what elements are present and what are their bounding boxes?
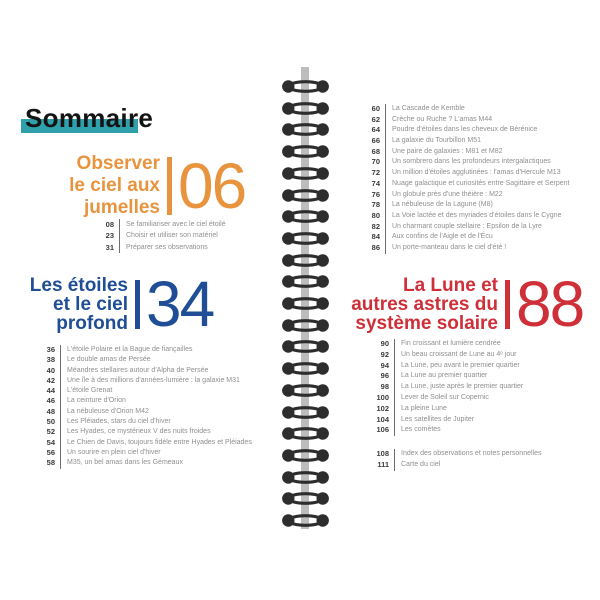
- toc-page-number: 58: [46, 458, 55, 468]
- toc-item-label: Les Hyades, ce mystérieux V des nuits froides: [60, 427, 211, 437]
- toc-item-label: Les satellites de Jupiter: [394, 415, 474, 426]
- toc-item: [85, 242, 226, 253]
- toc-page-number: 98: [380, 382, 389, 392]
- toc-page-number: 108: [376, 449, 389, 458]
- toc-page-number: 76: [371, 189, 380, 199]
- toc-item: [351, 104, 569, 115]
- toc-item-label: Un globule près d'une théière : M22: [385, 190, 503, 201]
- binding-ring-icon: [282, 165, 329, 182]
- binding-ring-icon: [282, 490, 329, 507]
- toc-list-end-matter: [360, 449, 541, 471]
- toc-page-number: 48: [46, 406, 55, 416]
- binding-ring-icon: [282, 295, 329, 312]
- toc-item: [26, 396, 252, 406]
- binding-ring-icon: [282, 447, 329, 464]
- toc-item-label: Poudre d'étoiles dans les cheveux de Bérénice: [385, 125, 537, 136]
- toc-item-label: Un sourire en plein ciel d'hiver: [60, 448, 161, 458]
- toc-item: [26, 448, 252, 458]
- toc-item: [351, 232, 569, 243]
- toc-item-label: Lever de Soleil sur Copernic: [394, 393, 489, 404]
- toc-item: [351, 168, 569, 179]
- toc-list-lune: [360, 339, 523, 436]
- toc-item: [351, 115, 569, 126]
- toc-item-label: Un sombrero dans les profondeurs intergalactiques: [385, 157, 551, 168]
- section-title-line: profond: [56, 313, 128, 334]
- toc-item-label: Un million d'étoiles agglutinées : l'amas d'Hercule M13: [385, 168, 561, 179]
- toc-item-label: La Voie lactée et des myriades d'étoiles dans le Cygne: [385, 211, 561, 222]
- toc-item: [351, 157, 569, 168]
- toc-item: [360, 382, 523, 393]
- toc-page-number: 23: [105, 231, 114, 241]
- section-title: [338, 276, 498, 333]
- toc-item: [26, 438, 252, 448]
- toc-page-number: 31: [105, 242, 114, 252]
- toc-item: [360, 449, 541, 460]
- toc-item-label: Se familiariser avec le ciel étoilé: [119, 219, 226, 230]
- toc-page-number: 42: [46, 375, 55, 385]
- toc-item: [360, 415, 523, 426]
- toc-page-number: 62: [371, 114, 380, 124]
- toc-page-number: 90: [380, 339, 389, 348]
- toc-page-number: 84: [371, 232, 380, 242]
- toc-page-number: 38: [46, 355, 55, 365]
- toc-page-number: 44: [46, 386, 55, 396]
- toc-item-label: La ceinture d'Orion: [60, 396, 126, 406]
- binding-ring-icon: [282, 230, 329, 247]
- section-title-line: et le ciel: [53, 294, 128, 315]
- section-observer-jumelles: [30, 149, 246, 222]
- binding-ring-icon: [282, 187, 329, 204]
- section-title-line: Observer: [76, 153, 160, 174]
- toc-item: [360, 404, 523, 415]
- binding-ring-icon: [282, 252, 329, 269]
- toc-item: [85, 219, 226, 230]
- binding-ring-icon: [282, 317, 329, 334]
- toc-item-label: Les Pléiades, stars du ciel d'hiver: [60, 417, 171, 427]
- toc-item-label: M35, un bel amas dans les Gémeaux: [60, 458, 183, 468]
- toc-item-label: La pleine Lune: [394, 404, 447, 415]
- toc-item: [351, 222, 569, 233]
- toc-page-number: 52: [46, 427, 55, 437]
- toc-page-number: 64: [371, 125, 380, 135]
- binding-ring-icon: [282, 404, 329, 421]
- toc-page-number: 60: [371, 104, 380, 113]
- toc-page-number: 86: [371, 242, 380, 252]
- binding-ring-icon: [282, 273, 329, 290]
- toc-item: [351, 179, 569, 190]
- binding-ring-icon: [282, 143, 329, 160]
- section-title: [18, 276, 128, 333]
- toc-item-label: La Cascade de Kemble: [385, 104, 465, 115]
- binding-ring-icon: [282, 100, 329, 117]
- binding-ring-icon: [282, 121, 329, 138]
- toc-item-label: La nébuleuse de la Lagune (M8): [385, 200, 493, 211]
- toc-list-etoiles-continued: [351, 104, 569, 254]
- toc-page-number: 74: [371, 178, 380, 188]
- toc-page-number: 80: [371, 210, 380, 220]
- toc-page-number: 96: [380, 371, 389, 381]
- toc-item-label: Crèche ou Ruche ? L'amas M44: [385, 115, 492, 126]
- toc-item-label: La Lune, juste après le premier quartier: [394, 382, 523, 393]
- toc-item: [360, 371, 523, 382]
- section-page-number: 34: [146, 268, 214, 341]
- section-page-number: 88: [516, 268, 584, 341]
- binding-ring-icon: [282, 425, 329, 442]
- section-title-line: autres astres du: [351, 294, 498, 315]
- toc-page-number: 46: [46, 396, 55, 406]
- toc-page-number: 102: [376, 403, 389, 413]
- toc-item-label: L'étoile Grenat: [60, 386, 112, 396]
- toc-page-number: 54: [46, 437, 55, 447]
- toc-item: [26, 345, 252, 355]
- binding-ring-icon: [282, 382, 329, 399]
- toc-item-label: Une paire de galaxies : M81 et M82: [385, 147, 503, 158]
- toc-page-number: 100: [376, 392, 389, 402]
- toc-item-label: Un beau croissant de Lune au 4ᵉ jour: [394, 350, 516, 361]
- toc-page-number: 08: [105, 220, 114, 229]
- toc-item-label: Fin croissant et lumière cendrée: [394, 339, 501, 350]
- toc-item-label: Les comètes: [394, 425, 441, 436]
- toc-item: [351, 211, 569, 222]
- toc-page-number: 94: [380, 360, 389, 370]
- toc-page-number: 92: [380, 349, 389, 359]
- toc-page-number: 36: [46, 345, 55, 354]
- toc-page-number: 106: [376, 425, 389, 435]
- toc-item: [360, 339, 523, 350]
- toc-item-label: Choisir et utiliser son matériel: [119, 230, 218, 241]
- binding-ring-icon: [282, 469, 329, 486]
- toc-item: [351, 125, 569, 136]
- toc-list-observer: [85, 219, 226, 253]
- toc-page-number: 104: [376, 414, 389, 424]
- binding-ring-icon: [282, 338, 329, 355]
- toc-item-label: Le Chien de Davis, toujours fidèle entre Hyades et Pléiades: [60, 438, 252, 448]
- toc-item-label: Aux confins de l'Aigle et de l'Écu: [385, 232, 493, 243]
- toc-item-label: La Lune au premier quartier: [394, 371, 487, 382]
- section-title-line: La Lune et: [402, 275, 498, 296]
- toc-item: [85, 230, 226, 241]
- toc-item-label: Un porte-manteau dans le ciel d'été !: [385, 243, 506, 254]
- toc-item-label: Le double amas de Persée: [60, 355, 151, 365]
- toc-item: [360, 460, 541, 471]
- toc-item-label: Préparer ses observations: [119, 242, 208, 253]
- binding-ring-icon: [282, 360, 329, 377]
- toc-list-etoiles: [26, 345, 252, 469]
- toc-item-label: Méandres stellaires autour d'Alpha de Persée: [60, 366, 208, 376]
- toc-item: [26, 417, 252, 427]
- toc-item-label: La nébuleuse d'Orion M42: [60, 407, 149, 417]
- toc-item-label: Un charmant couple stellaire : Epsilon de la Lyre: [385, 222, 542, 233]
- toc-item: [26, 376, 252, 386]
- page-title: Sommaire: [25, 103, 154, 133]
- section-divider-bar: [167, 157, 172, 215]
- section-title-line: système solaire: [355, 313, 498, 334]
- toc-item-label: Nuage galactique et curiosités entre Sagittaire et Serpent: [385, 179, 569, 190]
- section-title-line: Les étoiles: [29, 275, 128, 296]
- toc-item-label: Carte du ciel: [394, 460, 440, 471]
- toc-item: [360, 425, 523, 436]
- section-title: [30, 153, 160, 219]
- section-title-line: jumelles: [83, 197, 160, 218]
- toc-item: [351, 136, 569, 147]
- toc-item: [360, 361, 523, 372]
- toc-item: [26, 458, 252, 468]
- toc-page-number: 68: [371, 146, 380, 156]
- section-etoiles-ciel-profond: [18, 268, 214, 341]
- binding-ring-icon: [282, 512, 329, 529]
- toc-item: [360, 350, 523, 361]
- section-divider-bar: [505, 280, 510, 329]
- toc-page-number: 82: [371, 221, 380, 231]
- toc-item: [26, 366, 252, 376]
- toc-page-number: 50: [46, 417, 55, 427]
- toc-page-number: 78: [371, 200, 380, 210]
- toc-item: [351, 190, 569, 201]
- section-page-number: 06: [178, 149, 246, 222]
- toc-page-number: 56: [46, 447, 55, 457]
- toc-page-number: 40: [46, 365, 55, 375]
- section-divider-bar: [135, 280, 140, 329]
- toc-item: [26, 386, 252, 396]
- toc-page-number: 70: [371, 157, 380, 167]
- section-lune-systeme-solaire: [338, 268, 584, 341]
- toc-item: [26, 427, 252, 437]
- toc-item: [351, 200, 569, 211]
- toc-item-label: Index des observations et notes personnelles: [394, 449, 541, 460]
- binding-ring-icon: [282, 208, 329, 225]
- toc-item-label: La Lune, peu avant le premier quartier: [394, 361, 520, 372]
- toc-page-number: 72: [371, 168, 380, 178]
- toc-item: [360, 393, 523, 404]
- toc-item: [26, 407, 252, 417]
- toc-item: [26, 355, 252, 365]
- toc-item-label: Une île à des millions d'années-lumière : la galaxie M31: [60, 376, 240, 386]
- section-title-line: le ciel aux: [69, 175, 160, 196]
- toc-page-number: 66: [371, 136, 380, 146]
- toc-item-label: La galaxie du Tourbillon M51: [385, 136, 481, 147]
- binding-ring-icon: [282, 78, 329, 95]
- toc-item: [351, 147, 569, 158]
- toc-item-label: L'étoile Polaire et la Bague de fiançailles: [60, 345, 192, 355]
- toc-item: [351, 243, 569, 254]
- toc-page-number: 111: [377, 459, 389, 469]
